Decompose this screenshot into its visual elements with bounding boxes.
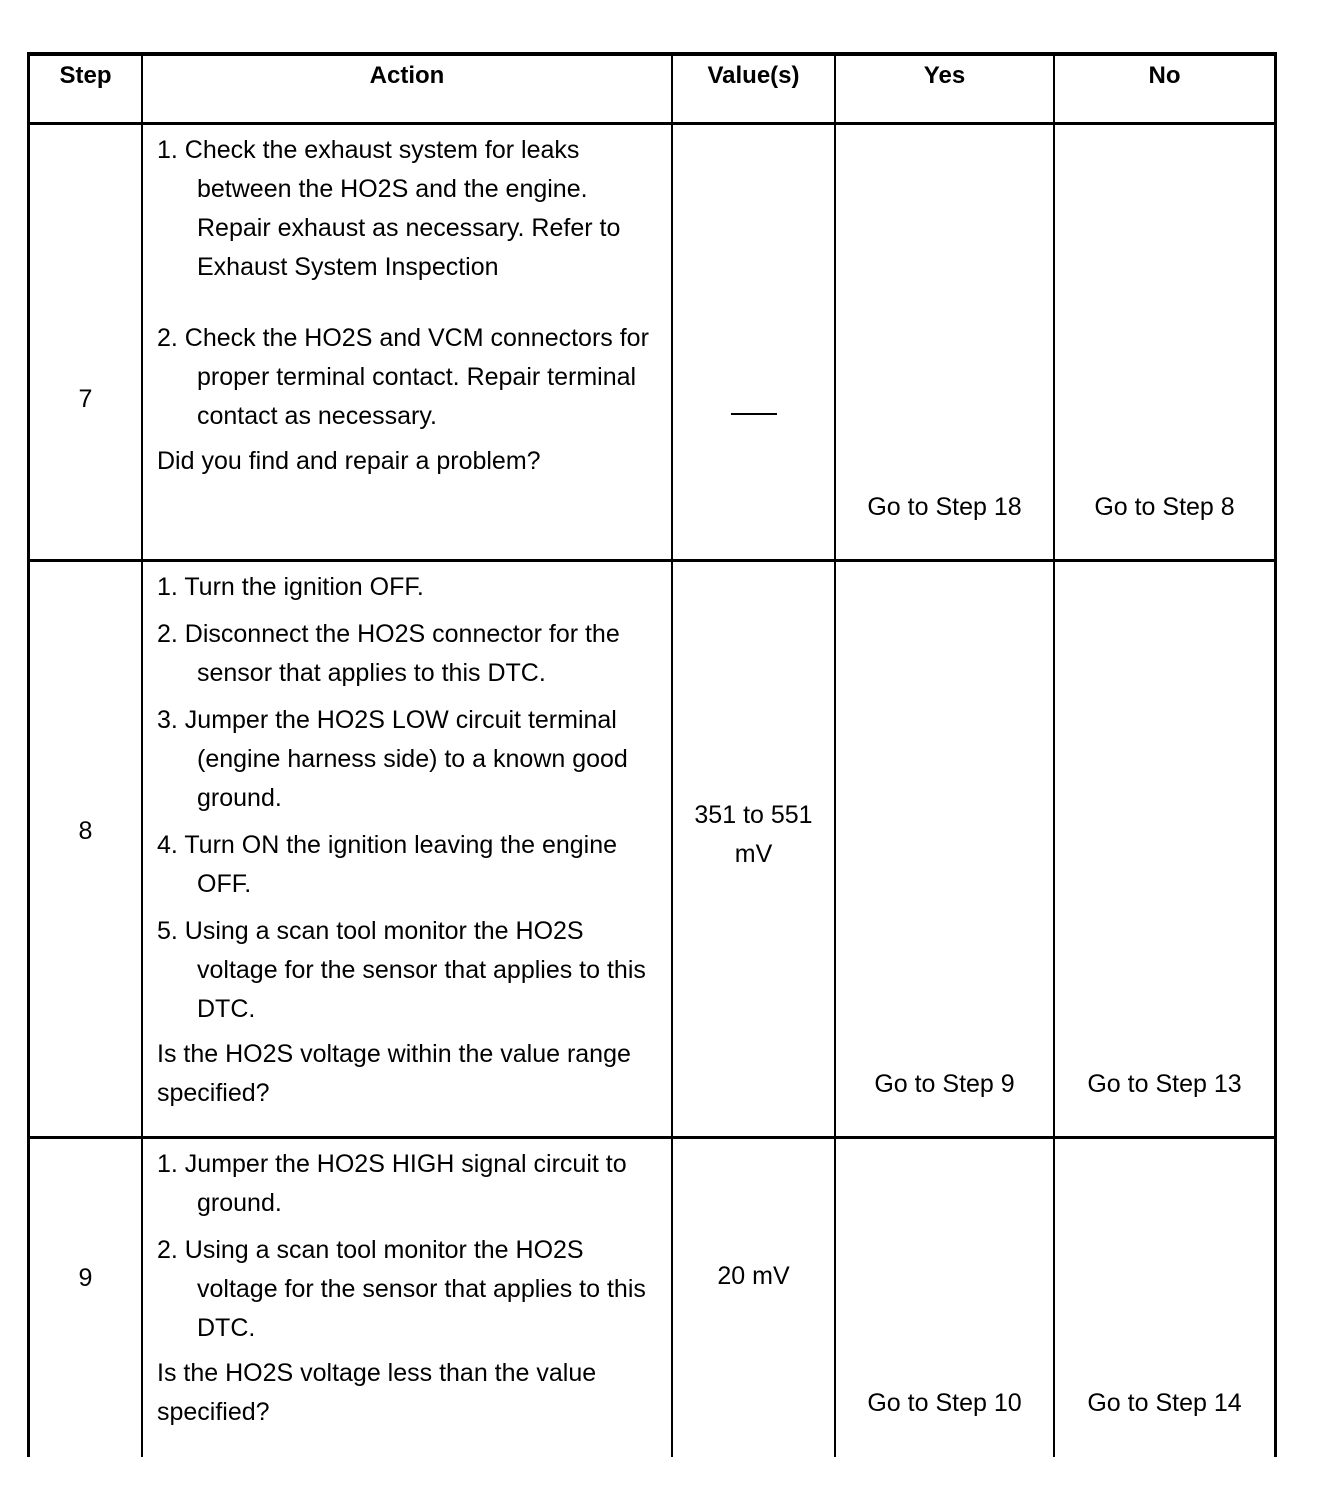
action-question: Is the HO2S voltage less than the value specified?: [157, 1359, 597, 1426]
header-action: Action: [143, 56, 673, 122]
value-text: 351 to 551: [694, 801, 813, 829]
table-header-row: [27, 52, 1277, 125]
action-item: 2. Disconnect the HO2S connector for the sensor that applies to this DTC.: [157, 620, 620, 687]
yes-result: Go to Step 10: [867, 1389, 1022, 1417]
yes-cell: [836, 1139, 1055, 1457]
step-cell: [30, 125, 143, 559]
value-dash: [731, 413, 777, 415]
header-no: No: [1148, 62, 1181, 89]
action-cell: [143, 562, 673, 1136]
action-cell: [143, 125, 673, 559]
yes-result: Go to Step 18: [867, 493, 1022, 521]
action-item: 5. Using a scan tool monitor the HO2S voltage for the sensor that applies to this DTC.: [157, 917, 646, 1023]
value-cell: [673, 1139, 836, 1457]
yes-result: Go to Step 9: [874, 1070, 1015, 1098]
action-item: 2. Check the HO2S and VCM connectors for proper terminal contact. Repair terminal contact as necessary.: [157, 324, 649, 430]
step-number: 8: [78, 817, 93, 845]
action-cell: [143, 1139, 673, 1457]
header-step: Step: [30, 56, 143, 122]
value-text: 20 mV: [717, 1262, 790, 1290]
value-cell: [673, 562, 836, 1136]
value-unit: mV: [734, 840, 773, 868]
table-row: [27, 562, 1277, 1139]
table-row: [27, 125, 1277, 562]
value-cell: [673, 125, 836, 559]
no-result: Go to Step 8: [1094, 493, 1235, 521]
step-cell: [30, 1139, 143, 1457]
step-number: 9: [78, 1264, 93, 1292]
no-result: Go to Step 13: [1087, 1070, 1242, 1098]
header-yes: Yes: [836, 56, 1055, 122]
no-cell: [1055, 562, 1274, 1136]
action-item: 4. Turn ON the ignition leaving the engine OFF.: [157, 831, 618, 898]
action-item: 1. Check the exhaust system for leaks between the HO2S and the engine. Repair exhaust as necessary. Refer to Exhaust System Inspection: [157, 136, 621, 281]
action-item: 1. Turn the ignition OFF.: [157, 573, 424, 601]
action-item: 1. Jumper the HO2S HIGH signal circuit to ground.: [157, 1150, 627, 1217]
action-question: Did you find and repair a problem?: [157, 447, 541, 475]
action-item: 3. Jumper the HO2S LOW circuit terminal (engine harness side) to a known good ground.: [157, 706, 628, 812]
no-result: Go to Step 14: [1087, 1389, 1242, 1417]
no-cell: [1055, 125, 1274, 559]
diagnostic-table: [27, 52, 1277, 1457]
action-question: Is the HO2S voltage within the value range specified?: [157, 1040, 631, 1107]
header-values: Value(s): [673, 56, 836, 122]
step-cell: [30, 562, 143, 1136]
step-number: 7: [78, 385, 93, 413]
table-row: [27, 1139, 1277, 1457]
yes-cell: [836, 125, 1055, 559]
action-item: 2. Using a scan tool monitor the HO2S voltage for the sensor that applies to this DTC.: [157, 1236, 646, 1342]
yes-cell: [836, 562, 1055, 1136]
no-cell: [1055, 1139, 1274, 1457]
